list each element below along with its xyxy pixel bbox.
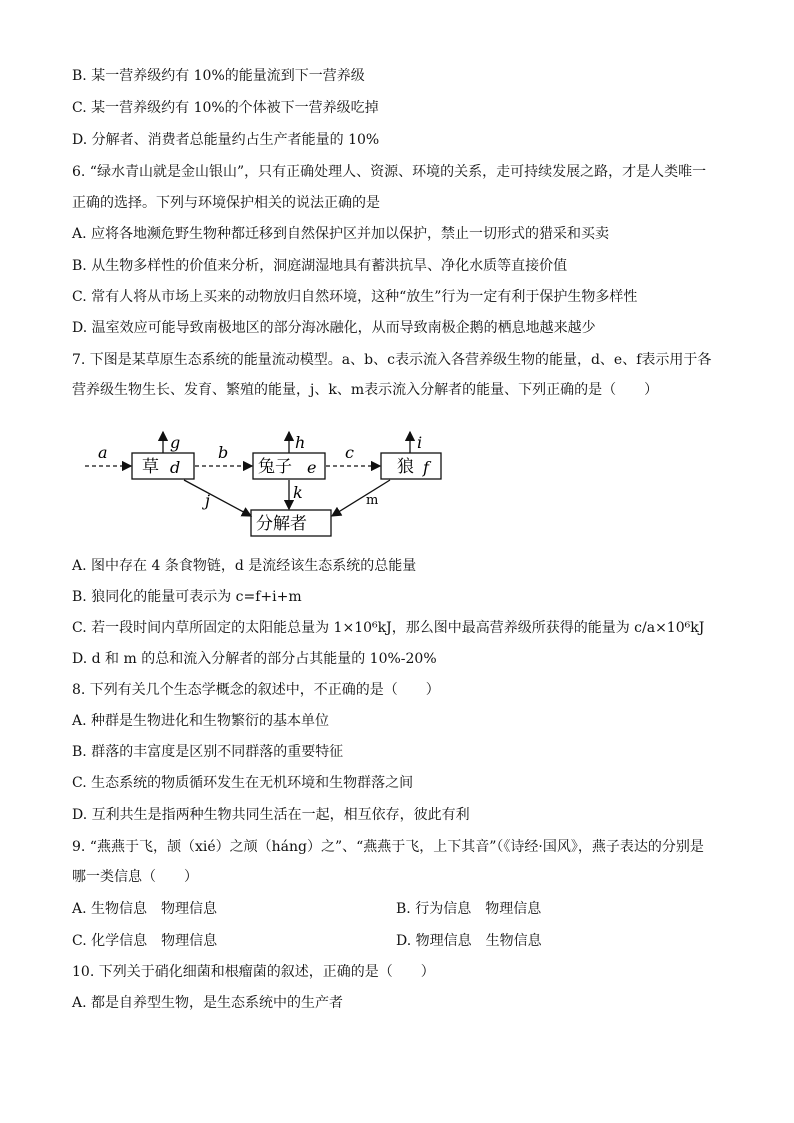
- q8-stem: 8. 下列有关几个生态学概念的叙述中，不正确的是（ ）: [72, 682, 440, 698]
- q7-option-d: D. d 和 m 的总和流入分解者的部分占其能量的 10%-20%: [72, 651, 437, 667]
- q5-option-d: D. 分解者、消费者总能量约占生产者能量的 10%: [72, 132, 380, 148]
- q7-stem-line-1: 7. 下图是某草原生态系统的能量流动模型。a、b、c表示流入各营养级生物的能量，d、e、f表示用于各: [72, 352, 712, 368]
- q10-stem: 10. 下列关于硝化细菌和根瘤菌的叙述，正确的是（ ）: [72, 964, 435, 980]
- label-d: d: [170, 458, 181, 477]
- q9-option-a: A. 生物信息 物理信息: [72, 901, 218, 917]
- q9-stem-line-1: 9. “燕燕于飞，颉（xié）之颃（háng）之”、“燕燕于飞，上下其音”（《诗经·国风》，燕子表达的分别是: [72, 839, 704, 855]
- q10-option-a: A. 都是自养型生物，是生态系统中的生产者: [72, 995, 344, 1011]
- q7-stem-line-2: 营养级生物生长、发育、繁殖的能量，j、k、m表示流入分解者的能量、下列正确的是（ ）: [72, 382, 659, 398]
- arrow-m: [332, 480, 390, 516]
- label-i: i: [417, 433, 423, 452]
- label-c: c: [345, 443, 354, 462]
- label-b: b: [218, 443, 229, 462]
- q6-option-b: B. 从生物多样性的价值来分析，洞庭湖湿地具有蓄洪抗旱、净化水质等直接价值: [72, 258, 568, 274]
- q9-option-d: D. 物理信息 生物信息: [396, 933, 542, 949]
- q6-stem-line-2: 正确的选择。下列与环境保护相关的说法正确的是: [72, 195, 380, 211]
- label-m: m: [366, 493, 379, 508]
- rabbit-label: 兔子: [258, 457, 292, 477]
- q6-option-d: D. 温室效应可能导致南极地区的部分海冰融化，从而导致南极企鹅的栖息地越来越少: [72, 320, 596, 336]
- q6-option-c: C. 常有人将从市场上买来的动物放归自然环境，这种“放生”行为一定有利于保护生物多样性: [72, 289, 638, 305]
- q5-option-b: B. 某一营养级约有 10%的能量流到下一营养级: [72, 68, 365, 84]
- q6-stem-line-1: 6. “绿水青山就是金山银山”，只有正确处理人、资源、环境的关系，走可持续发展之路，才是人类唯一: [72, 164, 707, 180]
- label-e: e: [307, 458, 317, 477]
- label-k: k: [293, 483, 303, 502]
- decomposer-label: 分解者: [256, 514, 307, 534]
- q9-option-b: B. 行为信息 物理信息: [396, 901, 542, 917]
- q5-option-c: C. 某一营养级约有 10%的个体被下一营养级吃掉: [72, 100, 379, 116]
- q6-option-a: A. 应将各地濒危野生物种都迁移到自然保护区并加以保护，禁止一切形式的猎采和买卖: [72, 226, 610, 242]
- q8-option-a: A. 种群是生物进化和生物繁衍的基本单位: [72, 713, 330, 729]
- q7-option-c: C. 若一段时间内草所固定的太阳能总量为 1×10⁶kJ，那么图中最高营养级所获得的能量为 c/a×10⁶kJ: [72, 620, 705, 636]
- label-f: f: [423, 458, 429, 477]
- arrow-j: [184, 480, 251, 516]
- label-a: a: [98, 443, 108, 462]
- label-g: g: [170, 433, 181, 452]
- q8-option-c: C. 生态系统的物质循环发生在无机环境和生物群落之间: [72, 775, 414, 791]
- wolf-label: 狼: [397, 457, 414, 477]
- q7-option-b: B. 狼同化的能量可表示为 c=f+i+m: [72, 589, 302, 605]
- energy-flow-diagram: [0, 420, 794, 550]
- grass-label: 草: [142, 457, 159, 477]
- label-h: h: [295, 433, 306, 452]
- q8-option-b: B. 群落的丰富度是区别不同群落的重要特征: [72, 744, 344, 760]
- label-j: j: [205, 491, 210, 510]
- q9-option-c: C. 化学信息 物理信息: [72, 933, 218, 949]
- q8-option-d: D. 互利共生是指两种生物共同生活在一起，相互依存，彼此有利: [72, 807, 470, 823]
- q7-option-a: A. 图中存在 4 条食物链，d 是流经该生态系统的总能量: [72, 558, 417, 574]
- q9-stem-line-2: 哪一类信息（ ）: [72, 869, 198, 885]
